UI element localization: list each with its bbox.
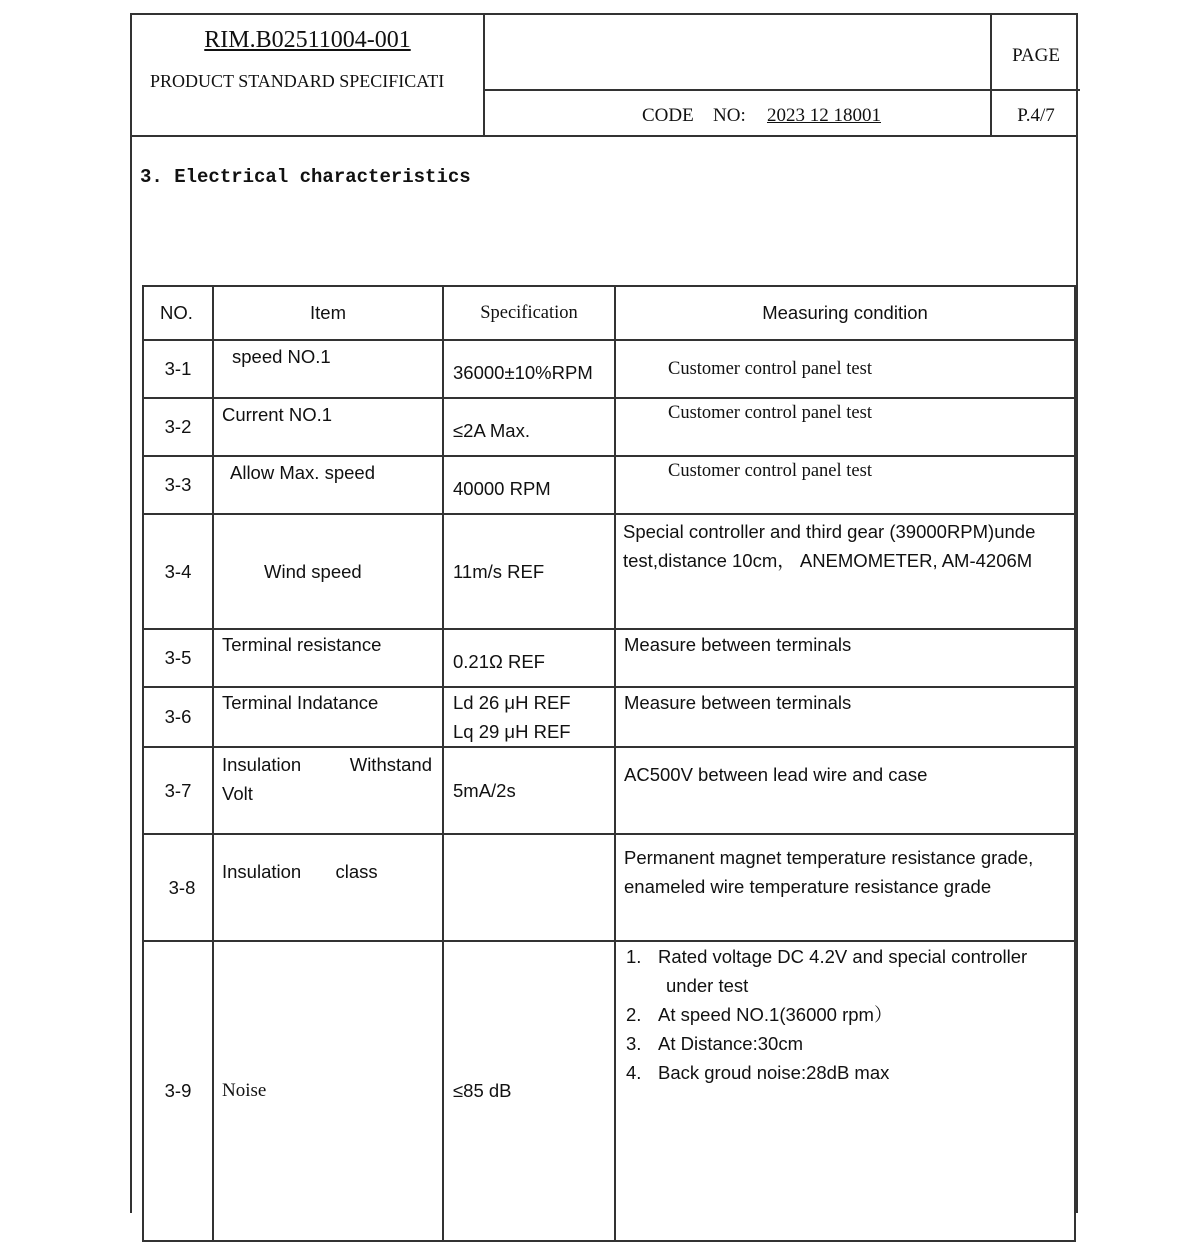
row-item: Terminal Indatance — [213, 687, 443, 747]
code-label: CODE — [642, 105, 694, 126]
header-page-block — [990, 15, 1080, 135]
item-word: Insulation — [222, 754, 302, 775]
row-spec — [443, 834, 615, 941]
row-condition: Customer control panel test — [615, 398, 1075, 456]
row-no: 3-4 — [143, 514, 213, 629]
table-row — [143, 941, 1075, 1241]
table-row — [143, 687, 1075, 747]
table-row — [143, 340, 1075, 398]
condition-line: Permanent magnet temperature resistance grade, — [624, 847, 1034, 868]
row-spec: ≤85 dB — [443, 941, 615, 1241]
row-condition — [615, 941, 1075, 1241]
row-spec — [443, 687, 615, 747]
table-row — [143, 747, 1075, 834]
row-spec: 40000 RPM — [443, 456, 615, 514]
row-condition — [615, 514, 1075, 629]
row-no: 3-3 — [143, 456, 213, 514]
row-item: Allow Max. speed — [213, 456, 443, 514]
table-header-row — [143, 286, 1075, 340]
row-spec: 11m/s REF — [443, 514, 615, 629]
header-title-block — [132, 15, 485, 135]
list-item: 3. At Distance:30cm — [626, 1033, 803, 1054]
row-condition — [615, 834, 1075, 941]
row-item — [213, 747, 443, 834]
row-item: Current NO.1 — [213, 398, 443, 456]
header-measuring-condition: Measuring condition — [615, 286, 1075, 340]
row-no: 3-8 — [143, 834, 213, 941]
condition-line: Special controller and third gear (39000RPM)unde — [623, 521, 1036, 542]
table-row — [143, 398, 1075, 456]
header-no: NO. — [143, 286, 213, 340]
header-code-cell — [485, 91, 990, 135]
code-value: 2023 12 18001 — [767, 105, 881, 126]
row-condition: AC500V between lead wire and case — [615, 747, 1075, 834]
row-spec: ≤2A Max. — [443, 398, 615, 456]
table-row — [143, 456, 1075, 514]
header-blank-cell — [485, 15, 990, 91]
item-word: Withstand — [349, 754, 432, 775]
row-item: Terminal resistance — [213, 629, 443, 687]
condition-line: enameled wire temperature resistance grade — [624, 876, 992, 897]
row-no: 3-2 — [143, 398, 213, 456]
spec-line: Lq 29 μH REF — [453, 721, 571, 742]
row-condition: Measure between terminals — [615, 629, 1075, 687]
row-item: Noise — [213, 941, 443, 1241]
row-condition: Customer control panel test — [615, 340, 1075, 398]
row-no: 3-6 — [143, 687, 213, 747]
list-item: 2. At speed NO.1(36000 rpm） — [626, 1004, 893, 1025]
row-spec: 36000±10%RPM — [443, 340, 615, 398]
document-id: RIM.B02511004-001 — [204, 27, 411, 53]
row-spec: 5mA/2s — [443, 747, 615, 834]
table-row — [143, 514, 1075, 629]
item-word: Insulation — [222, 861, 302, 882]
row-item — [213, 834, 443, 941]
list-item: 4. Back groud noise:28dB max — [626, 1062, 890, 1083]
section-title: 3. Electrical characteristics — [140, 166, 471, 188]
row-item: Wind speed — [213, 514, 443, 629]
row-condition: Customer control panel test — [615, 456, 1075, 514]
page-label: PAGE — [1012, 45, 1060, 66]
table-row — [143, 834, 1075, 941]
header-specification: Specification — [443, 286, 615, 340]
row-spec: 0.21Ω REF — [443, 629, 615, 687]
table-row — [143, 629, 1075, 687]
electrical-characteristics-table — [142, 285, 1076, 1242]
condition-line: test,distance 10cm， ANEMOMETER, AM-4206M — [623, 550, 1033, 571]
row-no: 3-7 — [143, 747, 213, 834]
document-title: PRODUCT STANDARD SPECIFICATI — [150, 71, 445, 91]
page-number: P.4/7 — [1017, 105, 1055, 126]
item-line: Volt — [222, 783, 253, 804]
list-item-continuation: under test — [666, 975, 749, 996]
spec-page — [130, 13, 1078, 1213]
row-no: 3-1 — [143, 340, 213, 398]
header-item: Item — [213, 286, 443, 340]
spec-line: Ld 26 μH REF — [453, 692, 571, 713]
row-condition: Measure between terminals — [615, 687, 1075, 747]
row-no: 3-9 — [143, 941, 213, 1241]
row-item: speed NO.1 — [213, 340, 443, 398]
code-no-label: NO: — [713, 105, 746, 126]
list-item: 1. Rated voltage DC 4.2V and special controller — [626, 946, 1028, 967]
page-header — [132, 15, 1078, 137]
item-word: class — [335, 861, 378, 882]
noise-conditions-list — [618, 942, 1074, 1087]
row-no: 3-5 — [143, 629, 213, 687]
